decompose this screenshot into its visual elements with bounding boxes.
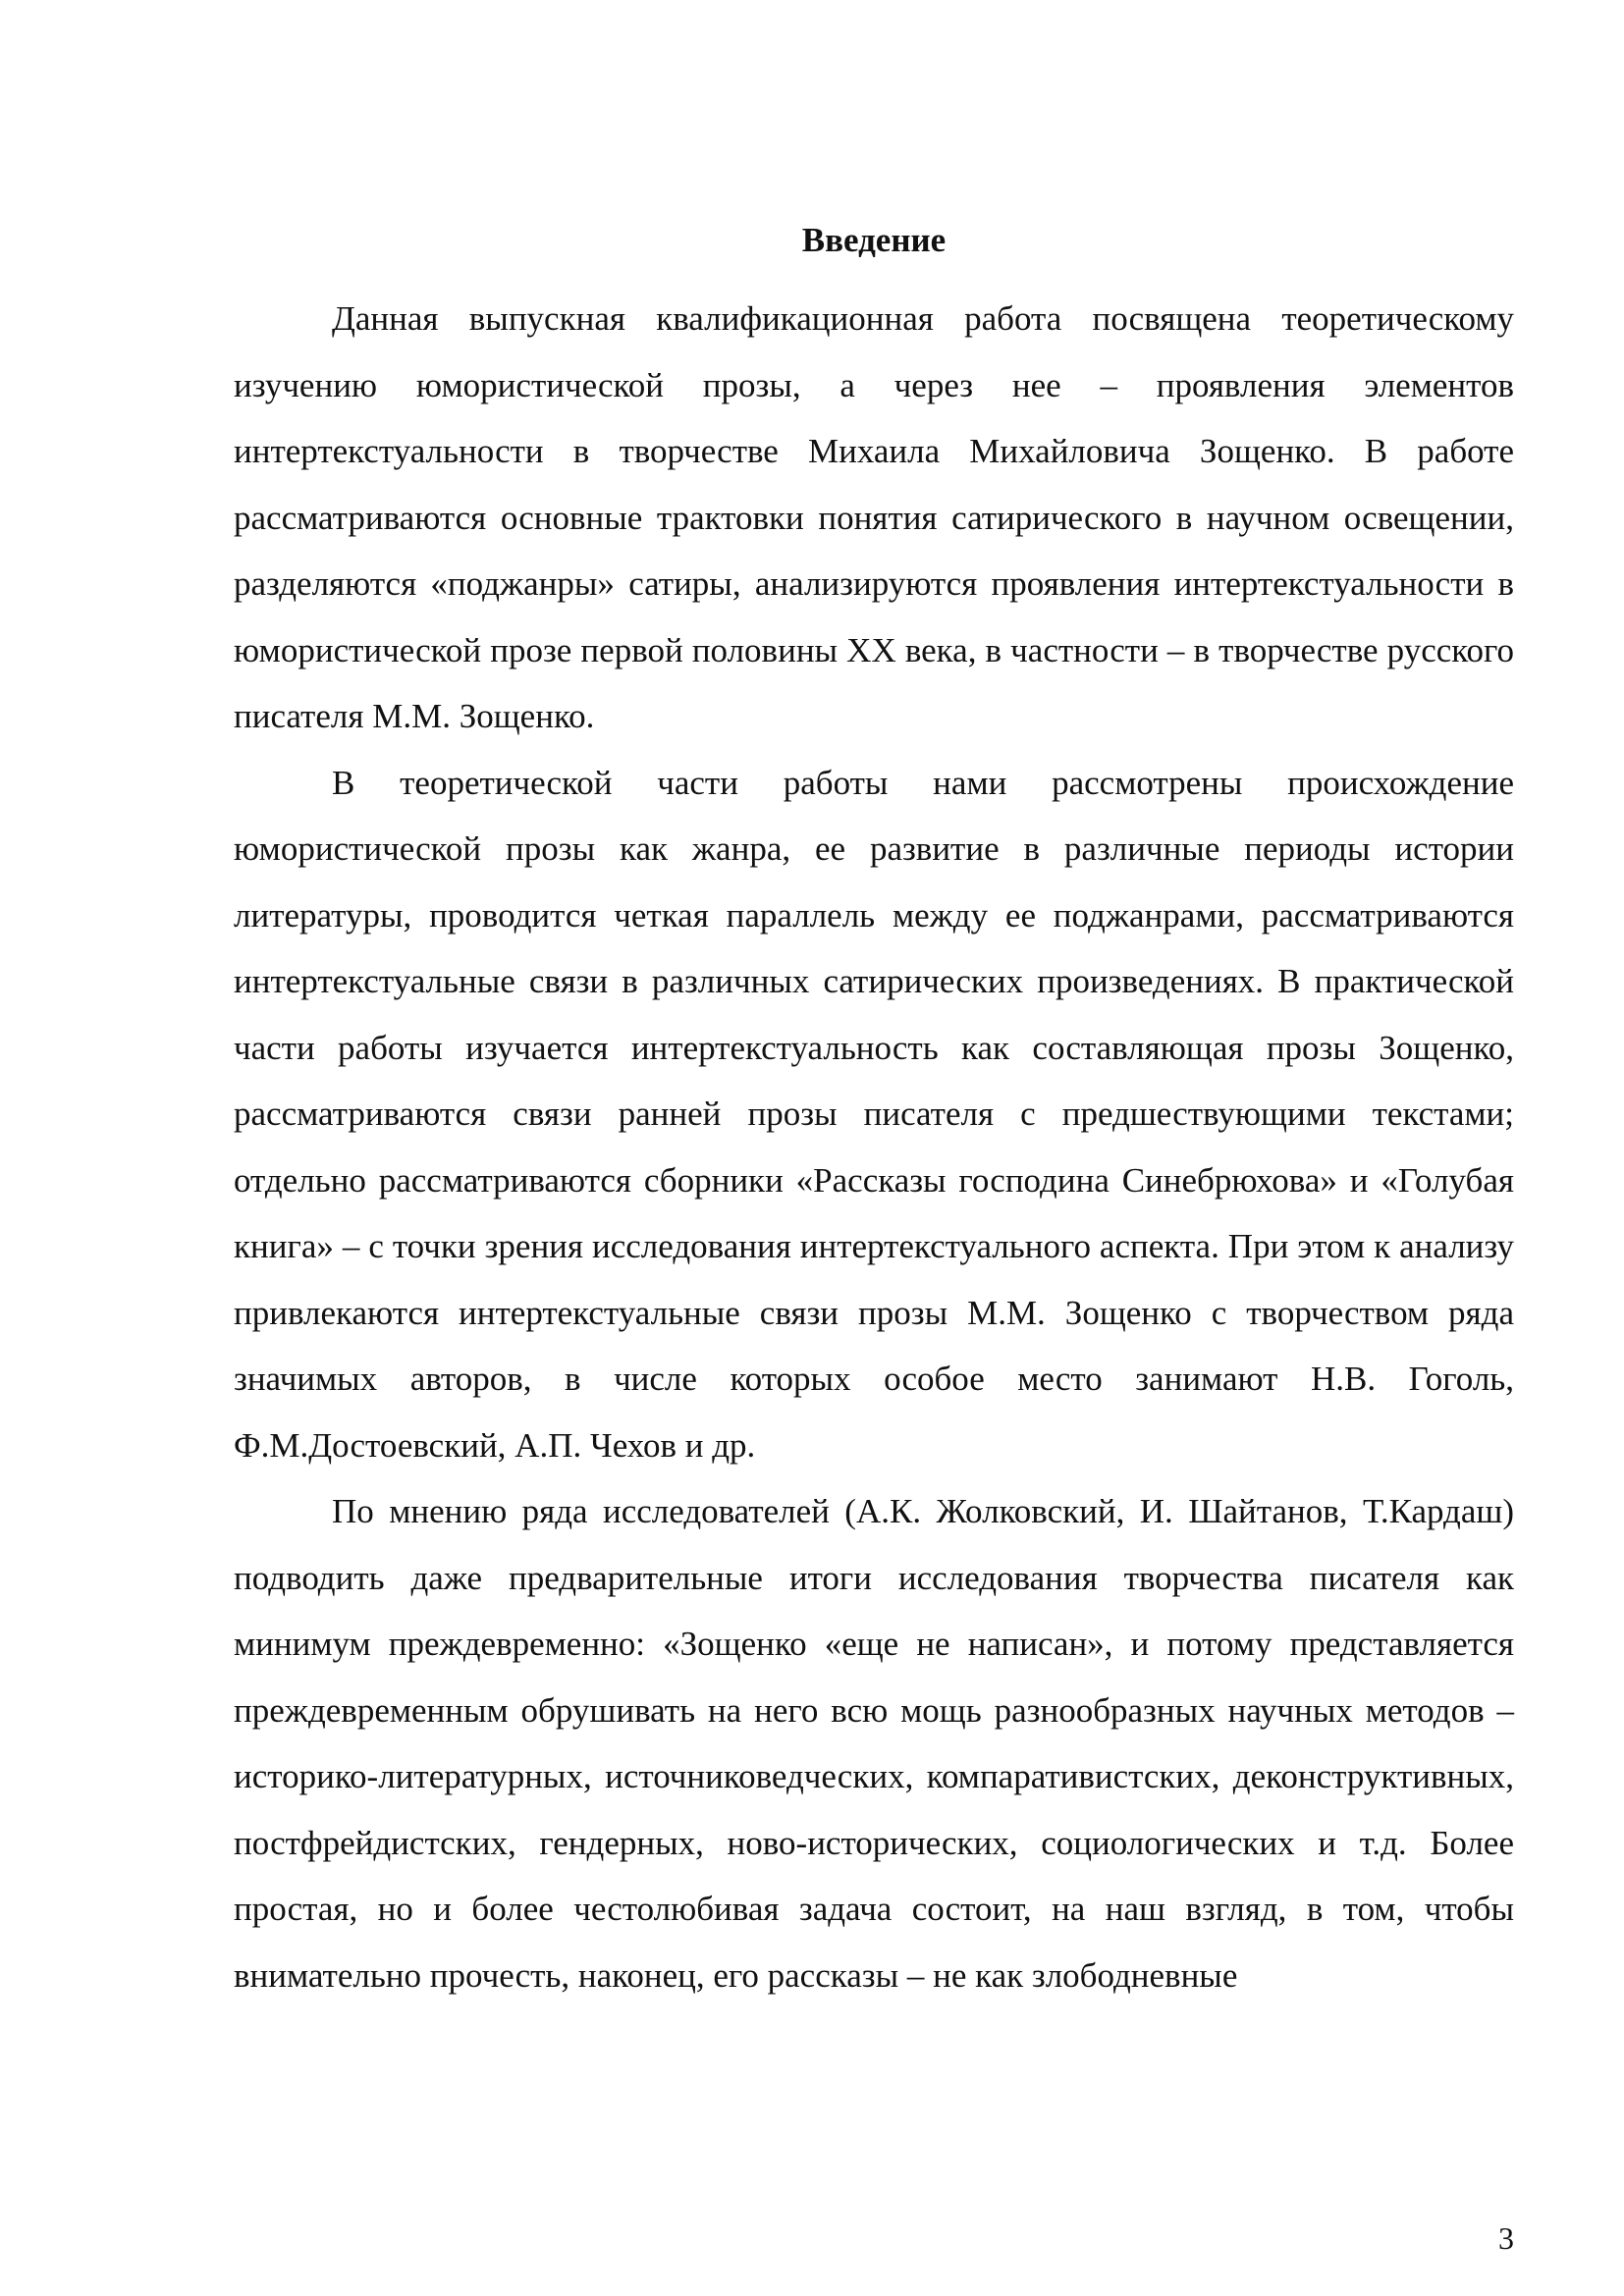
section-heading: Введение xyxy=(801,221,947,259)
page-number: 3 xyxy=(1498,2220,1514,2256)
paragraph-2: В теоретической части работы нами рассмотрены происхождение юмористической прозы как жанра, ее развитие в различные периоды истории литературы, проводится четкая параллель между ее поджанрами, рассматриваются интертекстуальные связи в различных сатирических произведениях. В практической части работы изучается интертекстуальность как составляющая прозы Зощенко, рассматриваются связи ранней прозы писателя с предшествующими текстами; отдельно рассматриваются сборники «Рассказы господина Синебрюхова» и «Голубая книга» – с точки зрения исследования интертекстуального аспекта. При этом к анализу привлекаются интертекстуальные связи прозы М.М. Зощенко с творчеством ряда значимых авторов, в числе которых особое место занимают Н.В. Гоголь, Ф.М.Достоевский, А.П. Чехов и др. xyxy=(234,763,1514,1465)
paragraph-3: По мнению ряда исследователей (А.К. Жолковский, И. Шайтанов, Т.Кардаш) подводить даже предварительные итоги исследования творчества писателя как минимум преждевременно: «Зощенко «еще не написан», и потому представляется преждевременным обрушивать на него всю мощь разнообразных научных методов – историко-литературных, источниковедческих, компаративистских, деконструктивных, постфрейдистских, гендерных, ново-исторических, социологических и т.д. Более простая, но и более честолюбивая задача состоит, на наш взгляд, в том, чтобы внимательно прочесть, наконец, его рассказы – не как злободневные xyxy=(234,1492,1514,1995)
page-content xyxy=(234,219,1514,2008)
paragraph-1: Данная выпускная квалификационная работа посвящена теоретическому изучению юмористической прозы, а через нее – проявления элементов интертекстуальности в творчестве Михаила Михайловича Зощенко. В работе рассматриваются основные трактовки понятия сатирического в научном освещении, разделяются «поджанры» сатиры, анализируются проявления интертекстуальности в юмористической прозе первой половины XX века, в частности – в творчестве русского писателя М.М. Зощенко. xyxy=(234,299,1514,735)
document-body xyxy=(234,286,1514,2008)
